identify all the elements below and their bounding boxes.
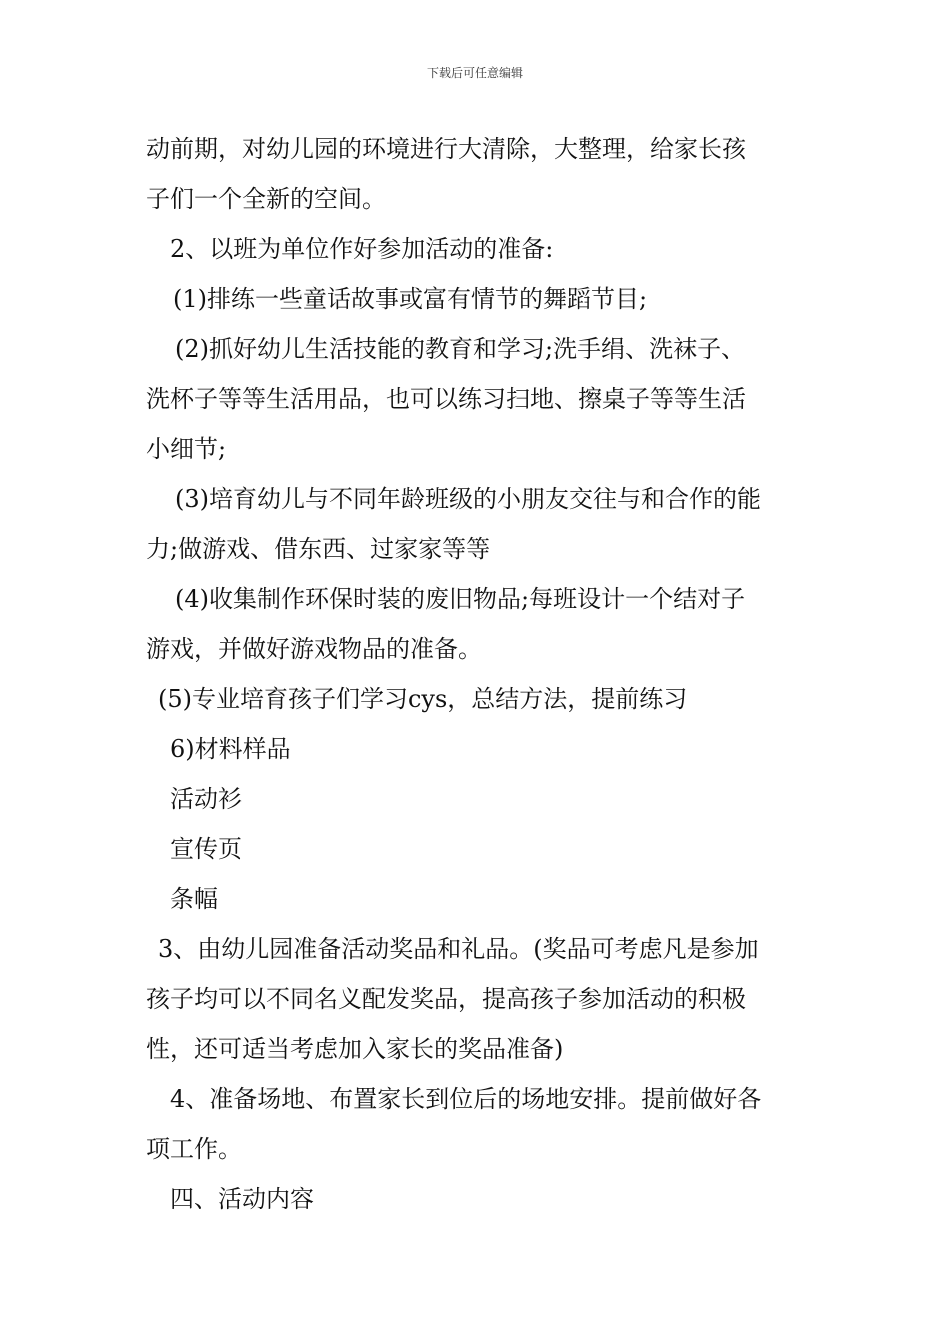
paragraph-line: 3、由幼儿园准备活动奖品和礼品。(奖品可考虑凡是参加	[158, 935, 759, 963]
paragraph-line: 游戏，并做好游戏物品的准备。	[146, 635, 482, 663]
paragraph-line: 孩子均可以不同名义配发奖品，提高孩子参加活动的积极	[146, 985, 746, 1013]
paragraph-line: 洗杯子等等生活用品，也可以练习扫地、擦桌子等等生活	[146, 385, 746, 413]
paragraph-line: 性，还可适当考虑加入家长的奖品准备)	[146, 1035, 564, 1063]
paragraph-line: 条幅	[170, 885, 218, 913]
paragraph-line: (4)收集制作环保时装的废旧物品;每班设计一个结对子	[175, 585, 746, 613]
section-heading: 四、活动内容	[170, 1185, 314, 1213]
paragraph-line: 2、以班为单位作好参加活动的准备:	[170, 235, 554, 263]
paragraph-line: 小细节;	[146, 435, 227, 463]
paragraph-line: 6)材料样品	[170, 735, 291, 763]
paragraph-line: 4、准备场地、布置家长到位后的场地安排。提前做好各	[170, 1085, 762, 1113]
paragraph-line: (1)排练一些童话故事或富有情节的舞蹈节目;	[173, 285, 648, 313]
document-body	[146, 124, 816, 1224]
paragraph-line: 宣传页	[170, 835, 242, 863]
paragraph-line: (2)抓好幼儿生活技能的教育和学习;洗手绢、洗袜子、	[175, 335, 746, 363]
paragraph-line: 项工作。	[146, 1135, 242, 1163]
paragraph-line: 子们一个全新的空间。	[146, 185, 386, 213]
paragraph-line: (3)培育幼儿与不同年龄班级的小朋友交往与和合作的能	[175, 485, 761, 513]
paragraph-line: 活动衫	[170, 785, 242, 813]
paragraph-line: 动前期，对幼儿园的环境进行大清除，大整理，给家长孩	[146, 135, 746, 163]
paragraph-line: 力;做游戏、借东西、过家家等等	[146, 535, 491, 563]
page-header: 下载后可任意编辑	[426, 66, 523, 80]
paragraph-line: (5)专业培育孩子们学习cys，总结方法，提前练习	[158, 685, 688, 713]
